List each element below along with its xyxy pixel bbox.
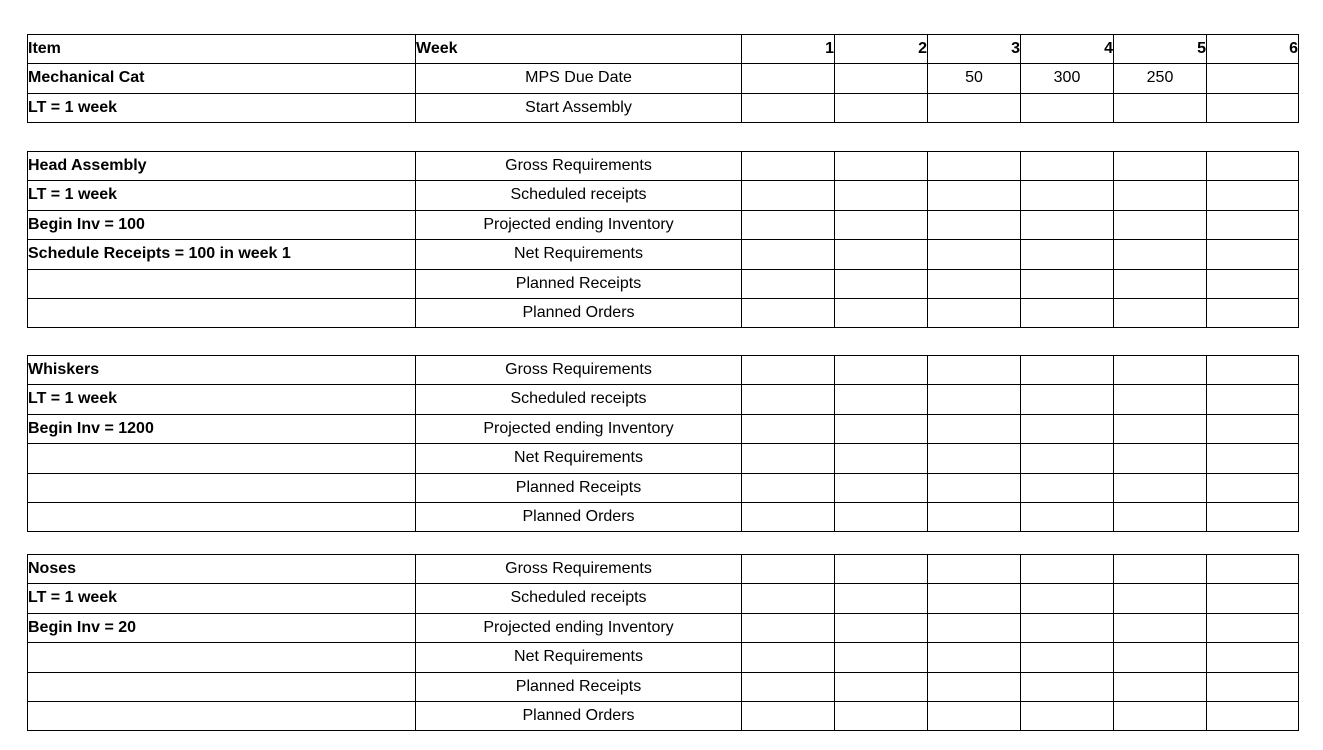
week-number-cell: 1 bbox=[742, 35, 835, 64]
week-value-cell[interactable] bbox=[1207, 64, 1299, 93]
week-value-cell[interactable] bbox=[1021, 356, 1114, 385]
week-value-cell[interactable] bbox=[928, 702, 1021, 731]
item-info-cell[interactable]: Whiskers bbox=[28, 356, 416, 385]
item-info-cell[interactable]: Begin Inv = 20 bbox=[28, 613, 416, 642]
week-value-cell[interactable] bbox=[835, 240, 928, 269]
item-info-cell[interactable] bbox=[28, 672, 416, 701]
week-value-cell[interactable] bbox=[928, 210, 1021, 239]
week-value-cell[interactable] bbox=[928, 584, 1021, 613]
week-number-cell: 5 bbox=[1114, 35, 1207, 64]
item-info-cell[interactable] bbox=[28, 702, 416, 731]
week-value-cell[interactable] bbox=[835, 356, 928, 385]
row-label-cell: Gross Requirements bbox=[416, 555, 742, 584]
week-value-cell[interactable] bbox=[1207, 385, 1299, 414]
table-row bbox=[28, 181, 1299, 210]
week-value-cell[interactable] bbox=[742, 584, 835, 613]
mrp-table bbox=[27, 355, 1299, 532]
week-value-cell[interactable] bbox=[1021, 672, 1114, 701]
week-value-cell[interactable]: 300 bbox=[1021, 64, 1114, 93]
week-value-cell[interactable] bbox=[1021, 473, 1114, 502]
week-value-cell[interactable] bbox=[835, 181, 928, 210]
item-info-cell[interactable]: Noses bbox=[28, 555, 416, 584]
week-value-cell[interactable] bbox=[928, 181, 1021, 210]
table-row bbox=[28, 414, 1299, 443]
item-info-cell[interactable] bbox=[28, 299, 416, 328]
week-value-cell[interactable] bbox=[1021, 93, 1114, 122]
week-value-cell[interactable] bbox=[1114, 503, 1207, 532]
week-value-cell[interactable] bbox=[1207, 503, 1299, 532]
week-value-cell[interactable] bbox=[1114, 414, 1207, 443]
week-value-cell[interactable] bbox=[1114, 584, 1207, 613]
row-label-cell: Net Requirements bbox=[416, 444, 742, 473]
week-value-cell[interactable] bbox=[1021, 152, 1114, 181]
week-value-cell[interactable] bbox=[1207, 444, 1299, 473]
week-value-cell[interactable] bbox=[1207, 613, 1299, 642]
week-value-cell[interactable] bbox=[742, 702, 835, 731]
week-value-cell[interactable] bbox=[1114, 240, 1207, 269]
week-value-cell[interactable] bbox=[1114, 555, 1207, 584]
week-number-cell: 3 bbox=[928, 35, 1021, 64]
row-label-cell: Planned Orders bbox=[416, 702, 742, 731]
week-value-cell[interactable] bbox=[1207, 181, 1299, 210]
item-info-cell[interactable]: Begin Inv = 1200 bbox=[28, 414, 416, 443]
week-value-cell[interactable] bbox=[835, 93, 928, 122]
week-value-cell[interactable] bbox=[742, 414, 835, 443]
week-value-cell[interactable] bbox=[835, 444, 928, 473]
week-value-cell[interactable] bbox=[1021, 643, 1114, 672]
week-value-cell[interactable] bbox=[835, 702, 928, 731]
table-row bbox=[28, 385, 1299, 414]
week-value-cell[interactable] bbox=[742, 444, 835, 473]
mrp-table bbox=[27, 554, 1299, 731]
row-label-cell: Gross Requirements bbox=[416, 152, 742, 181]
week-value-cell[interactable] bbox=[928, 299, 1021, 328]
week-value-cell[interactable] bbox=[1114, 299, 1207, 328]
week-value-cell[interactable] bbox=[1021, 385, 1114, 414]
week-value-cell[interactable] bbox=[835, 385, 928, 414]
week-value-cell[interactable] bbox=[1021, 555, 1114, 584]
week-value-cell[interactable] bbox=[742, 503, 835, 532]
row-label-cell: Projected ending Inventory bbox=[416, 210, 742, 239]
mrp-table bbox=[27, 151, 1299, 328]
week-value-cell[interactable] bbox=[928, 613, 1021, 642]
week-value-cell[interactable] bbox=[928, 672, 1021, 701]
week-value-cell[interactable] bbox=[928, 93, 1021, 122]
week-value-cell[interactable] bbox=[835, 503, 928, 532]
item-info-cell[interactable] bbox=[28, 503, 416, 532]
table-row bbox=[28, 152, 1299, 181]
week-value-cell[interactable]: 250 bbox=[1114, 64, 1207, 93]
week-value-cell[interactable] bbox=[928, 356, 1021, 385]
week-value-cell[interactable] bbox=[835, 672, 928, 701]
row-label-cell: Planned Receipts bbox=[416, 473, 742, 502]
row-label-cell: Planned Receipts bbox=[416, 672, 742, 701]
week-value-cell[interactable] bbox=[1021, 503, 1114, 532]
week-value-cell[interactable] bbox=[1114, 152, 1207, 181]
week-value-cell[interactable] bbox=[835, 473, 928, 502]
item-info-cell[interactable]: LT = 1 week bbox=[28, 385, 416, 414]
week-value-cell[interactable] bbox=[928, 555, 1021, 584]
row-label-cell: Start Assembly bbox=[416, 93, 742, 122]
week-value-cell[interactable] bbox=[1021, 613, 1114, 642]
week-value-cell[interactable] bbox=[928, 643, 1021, 672]
week-value-cell[interactable] bbox=[928, 152, 1021, 181]
item-info-cell[interactable] bbox=[28, 444, 416, 473]
week-value-cell[interactable] bbox=[1114, 356, 1207, 385]
table-row bbox=[28, 503, 1299, 532]
week-value-cell[interactable] bbox=[835, 555, 928, 584]
week-value-cell[interactable] bbox=[1114, 613, 1207, 642]
row-label-cell: Planned Receipts bbox=[416, 269, 742, 298]
week-value-cell[interactable] bbox=[1207, 240, 1299, 269]
week-value-cell[interactable] bbox=[1207, 299, 1299, 328]
table-row bbox=[28, 473, 1299, 502]
week-value-cell[interactable] bbox=[928, 414, 1021, 443]
week-value-cell[interactable] bbox=[1207, 584, 1299, 613]
week-value-cell[interactable] bbox=[1114, 181, 1207, 210]
week-value-cell[interactable] bbox=[835, 299, 928, 328]
week-value-cell[interactable] bbox=[1207, 702, 1299, 731]
week-value-cell[interactable] bbox=[835, 613, 928, 642]
week-value-cell[interactable] bbox=[742, 210, 835, 239]
week-value-cell[interactable] bbox=[1114, 269, 1207, 298]
table-row bbox=[28, 93, 1299, 122]
week-value-cell[interactable] bbox=[1114, 473, 1207, 502]
item-info-cell[interactable]: Mechanical Cat bbox=[28, 64, 416, 93]
item-info-cell[interactable] bbox=[28, 473, 416, 502]
week-value-cell[interactable] bbox=[742, 473, 835, 502]
row-label-cell: Scheduled receipts bbox=[416, 181, 742, 210]
week-value-cell[interactable] bbox=[742, 613, 835, 642]
week-value-cell[interactable] bbox=[1207, 555, 1299, 584]
table-row bbox=[28, 584, 1299, 613]
week-value-cell[interactable] bbox=[1021, 240, 1114, 269]
week-value-cell[interactable] bbox=[742, 299, 835, 328]
week-value-cell[interactable] bbox=[1021, 702, 1114, 731]
row-label-cell: Projected ending Inventory bbox=[416, 414, 742, 443]
week-value-cell[interactable] bbox=[1114, 385, 1207, 414]
table-row bbox=[28, 210, 1299, 239]
table-row bbox=[28, 702, 1299, 731]
table-row bbox=[28, 444, 1299, 473]
table-row bbox=[28, 64, 1299, 93]
row-label-cell: Planned Orders bbox=[416, 299, 742, 328]
week-value-cell[interactable] bbox=[1207, 643, 1299, 672]
week-value-cell[interactable] bbox=[928, 385, 1021, 414]
row-label-cell: Projected ending Inventory bbox=[416, 613, 742, 642]
week-number-cell: 2 bbox=[835, 35, 928, 64]
week-value-cell[interactable] bbox=[1114, 643, 1207, 672]
item-info-cell[interactable]: LT = 1 week bbox=[28, 93, 416, 122]
table-row bbox=[28, 555, 1299, 584]
week-value-cell[interactable] bbox=[1207, 672, 1299, 701]
week-value-cell[interactable] bbox=[1207, 210, 1299, 239]
week-value-cell[interactable] bbox=[1021, 299, 1114, 328]
week-value-cell[interactable] bbox=[835, 64, 928, 93]
week-value-cell[interactable] bbox=[1021, 181, 1114, 210]
week-value-cell[interactable] bbox=[928, 473, 1021, 502]
table-row bbox=[28, 356, 1299, 385]
week-value-cell[interactable] bbox=[835, 643, 928, 672]
week-value-cell[interactable] bbox=[1114, 210, 1207, 239]
week-value-cell[interactable] bbox=[742, 385, 835, 414]
item-info-cell[interactable]: LT = 1 week bbox=[28, 584, 416, 613]
week-value-cell[interactable] bbox=[742, 356, 835, 385]
item-info-cell[interactable] bbox=[28, 643, 416, 672]
row-label-cell: Scheduled receipts bbox=[416, 584, 742, 613]
mrp-block bbox=[27, 355, 1298, 532]
header-item-cell: Item bbox=[28, 35, 416, 64]
week-value-cell[interactable] bbox=[1114, 672, 1207, 701]
item-info-cell[interactable] bbox=[28, 269, 416, 298]
week-value-cell[interactable] bbox=[928, 240, 1021, 269]
table-row bbox=[28, 643, 1299, 672]
week-value-cell[interactable] bbox=[1114, 93, 1207, 122]
week-value-cell[interactable] bbox=[742, 93, 835, 122]
table-row bbox=[28, 613, 1299, 642]
week-value-cell[interactable] bbox=[928, 269, 1021, 298]
week-value-cell[interactable] bbox=[742, 672, 835, 701]
week-value-cell[interactable] bbox=[742, 64, 835, 93]
mrp-block bbox=[27, 34, 1298, 123]
week-value-cell[interactable] bbox=[742, 240, 835, 269]
week-value-cell[interactable] bbox=[1207, 356, 1299, 385]
week-value-cell[interactable] bbox=[1021, 269, 1114, 298]
week-value-cell[interactable] bbox=[742, 269, 835, 298]
week-value-cell[interactable] bbox=[835, 584, 928, 613]
week-value-cell[interactable] bbox=[1207, 414, 1299, 443]
week-value-cell[interactable] bbox=[1207, 269, 1299, 298]
header-row bbox=[28, 35, 1299, 64]
item-info-cell[interactable]: Head Assembly bbox=[28, 152, 416, 181]
week-value-cell[interactable] bbox=[1114, 444, 1207, 473]
mrp-table bbox=[27, 34, 1299, 123]
week-value-cell[interactable] bbox=[928, 503, 1021, 532]
table-row bbox=[28, 240, 1299, 269]
row-label-cell: Gross Requirements bbox=[416, 356, 742, 385]
row-label-cell: Net Requirements bbox=[416, 643, 742, 672]
item-info-cell[interactable]: LT = 1 week bbox=[28, 181, 416, 210]
week-value-cell[interactable] bbox=[835, 414, 928, 443]
table-row bbox=[28, 672, 1299, 701]
table-row bbox=[28, 299, 1299, 328]
week-value-cell[interactable]: 50 bbox=[928, 64, 1021, 93]
row-label-cell: Planned Orders bbox=[416, 503, 742, 532]
week-value-cell[interactable] bbox=[1021, 584, 1114, 613]
week-number-cell: 6 bbox=[1207, 35, 1299, 64]
week-value-cell[interactable] bbox=[835, 210, 928, 239]
table-row bbox=[28, 269, 1299, 298]
week-number-cell: 4 bbox=[1021, 35, 1114, 64]
week-value-cell[interactable] bbox=[1207, 473, 1299, 502]
week-value-cell[interactable] bbox=[835, 152, 928, 181]
item-info-cell[interactable]: Begin Inv = 100 bbox=[28, 210, 416, 239]
mrp-block bbox=[27, 554, 1298, 731]
week-value-cell[interactable] bbox=[742, 181, 835, 210]
week-value-cell[interactable] bbox=[1021, 414, 1114, 443]
week-value-cell[interactable] bbox=[742, 152, 835, 181]
week-value-cell[interactable] bbox=[928, 444, 1021, 473]
header-week-cell: Week bbox=[416, 35, 742, 64]
week-value-cell[interactable] bbox=[742, 643, 835, 672]
item-info-cell[interactable]: Schedule Receipts = 100 in week 1 bbox=[28, 240, 416, 269]
week-value-cell[interactable] bbox=[742, 555, 835, 584]
week-value-cell[interactable] bbox=[1021, 210, 1114, 239]
row-label-cell: Scheduled receipts bbox=[416, 385, 742, 414]
week-value-cell[interactable] bbox=[1207, 93, 1299, 122]
row-label-cell: Net Requirements bbox=[416, 240, 742, 269]
row-label-cell: MPS Due Date bbox=[416, 64, 742, 93]
week-value-cell[interactable] bbox=[835, 269, 928, 298]
week-value-cell[interactable] bbox=[1021, 444, 1114, 473]
week-value-cell[interactable] bbox=[1114, 702, 1207, 731]
week-value-cell[interactable] bbox=[1207, 152, 1299, 181]
mrp-block bbox=[27, 151, 1298, 328]
